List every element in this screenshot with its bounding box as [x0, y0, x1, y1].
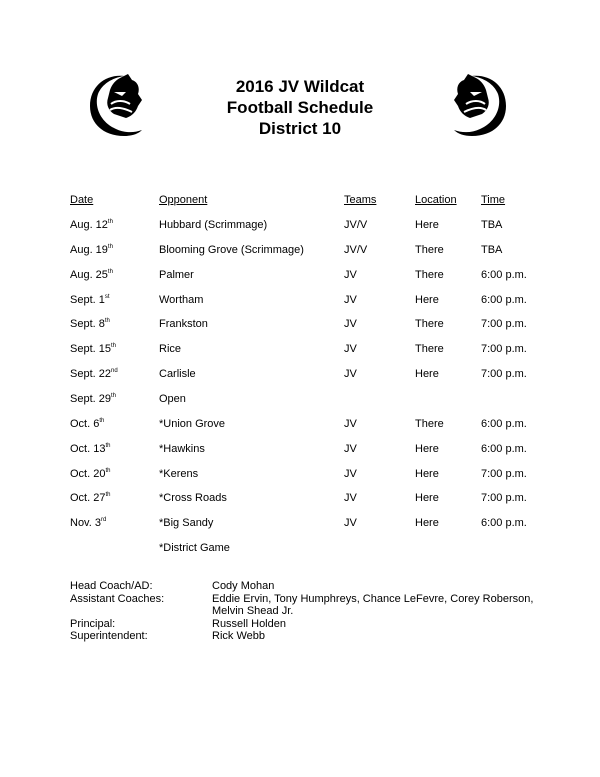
table-row	[0, 517, 600, 533]
game-location: Here	[415, 467, 439, 480]
game-opponent: Frankston	[159, 318, 208, 331]
game-location: Here	[415, 442, 439, 455]
table-row	[0, 468, 600, 484]
staff-name: Rick Webb	[212, 630, 265, 642]
header-teams: Teams	[344, 194, 377, 206]
game-date: Nov. 3rd	[70, 517, 107, 530]
game-teams: JV	[344, 343, 357, 356]
table-row	[0, 343, 600, 359]
game-location: Here	[415, 219, 439, 231]
game-time: 7:00 p.m.	[481, 368, 527, 381]
game-date: Aug. 19th	[70, 243, 113, 256]
title-line-1: 2016 JV Wildcat	[235, 77, 365, 96]
game-time: 6:00 p.m.	[481, 268, 527, 281]
table-row	[0, 368, 600, 384]
table-row	[0, 418, 600, 434]
game-date: Sept. 15th	[70, 343, 116, 356]
game-location: Here	[415, 368, 439, 381]
staff-row	[70, 593, 542, 618]
table-row	[0, 294, 600, 310]
game-teams: JV	[344, 318, 357, 331]
game-teams: JV	[344, 492, 357, 505]
game-date: Oct. 6th	[70, 417, 105, 430]
game-date: Aug. 12th	[70, 219, 113, 231]
game-time: 7:00 p.m.	[481, 467, 527, 480]
table-row	[0, 244, 600, 260]
game-location: Here	[415, 293, 439, 306]
game-location: There	[415, 343, 444, 356]
game-time: 6:00 p.m.	[481, 517, 527, 530]
title-line-2: Football Schedule	[226, 98, 374, 117]
game-time: TBA	[481, 243, 503, 256]
game-time: 6:00 p.m.	[481, 417, 527, 430]
game-opponent: Carlisle	[159, 368, 196, 381]
staff-role: Principal:	[70, 617, 116, 630]
game-opponent: Open	[159, 392, 186, 405]
game-opponent: *Kerens	[159, 467, 199, 480]
game-time: 7:00 p.m.	[481, 318, 527, 331]
game-location: There	[415, 268, 444, 281]
staff-row	[70, 580, 542, 593]
staff-name: Cody Mohan	[212, 580, 275, 592]
table-row	[0, 269, 600, 285]
table-row	[0, 393, 600, 409]
game-time: 7:00 p.m.	[481, 343, 527, 356]
staff-row	[70, 630, 542, 643]
game-location: Here	[415, 492, 439, 505]
game-date: Sept. 22nd	[70, 368, 118, 381]
staff-list	[70, 580, 542, 643]
game-teams: JV	[344, 517, 357, 530]
game-teams: JV/V	[344, 243, 368, 256]
game-teams: JV	[344, 467, 357, 480]
table-row	[0, 443, 600, 459]
game-location: There	[415, 318, 444, 331]
game-teams: JV	[344, 368, 357, 381]
staff-name: Eddie Ervin, Tony Humphreys, Chance LeFevre, Corey Roberson, Melvin Shead Jr.	[212, 592, 534, 617]
game-opponent: Rice	[159, 343, 182, 356]
table-row	[0, 492, 600, 508]
staff-row	[70, 618, 542, 631]
staff-role: Assistant Coaches:	[70, 592, 165, 605]
district-game-note: *District Game	[159, 542, 230, 554]
game-teams: JV	[344, 293, 357, 306]
game-teams: JV/V	[344, 219, 368, 231]
game-date: Sept. 8th	[70, 318, 110, 331]
game-date: Aug. 25th	[70, 268, 113, 281]
header-location: Location	[415, 194, 457, 206]
staff-name: Russell Holden	[212, 617, 286, 630]
game-time: TBA	[481, 219, 503, 231]
game-opponent: *Big Sandy	[159, 517, 214, 530]
table-row	[0, 318, 600, 334]
game-opponent: Wortham	[159, 293, 204, 306]
game-date: Oct. 13th	[70, 442, 111, 455]
game-teams: JV	[344, 442, 357, 455]
title-line-3: District 10	[258, 119, 342, 138]
game-opponent: *Cross Roads	[159, 492, 227, 505]
staff-role: Superintendent:	[70, 630, 148, 642]
game-opponent: Blooming Grove (Scrimmage)	[159, 243, 304, 256]
game-teams: JV	[344, 417, 357, 430]
page-title	[0, 76, 600, 139]
game-opponent: *Union Grove	[159, 417, 226, 430]
game-location: Here	[415, 517, 439, 530]
table-row	[0, 219, 600, 235]
game-opponent: Palmer	[159, 268, 194, 281]
game-opponent: *Hawkins	[159, 442, 205, 455]
game-location: There	[415, 243, 444, 256]
header-date: Date	[70, 194, 94, 206]
header-time: Time	[481, 194, 506, 206]
game-date: Sept. 1st	[70, 293, 110, 306]
game-date: Oct. 27th	[70, 492, 111, 505]
game-time: 6:00 p.m.	[481, 442, 527, 455]
staff-role: Head Coach/AD:	[70, 580, 153, 592]
game-location: There	[415, 417, 444, 430]
game-opponent: Hubbard (Scrimmage)	[159, 219, 268, 231]
header-opponent: Opponent	[159, 194, 208, 206]
game-time: 7:00 p.m.	[481, 492, 527, 505]
game-teams: JV	[344, 268, 357, 281]
game-date: Sept. 29th	[70, 392, 116, 405]
game-time: 6:00 p.m.	[481, 293, 527, 306]
game-date: Oct. 20th	[70, 467, 111, 480]
